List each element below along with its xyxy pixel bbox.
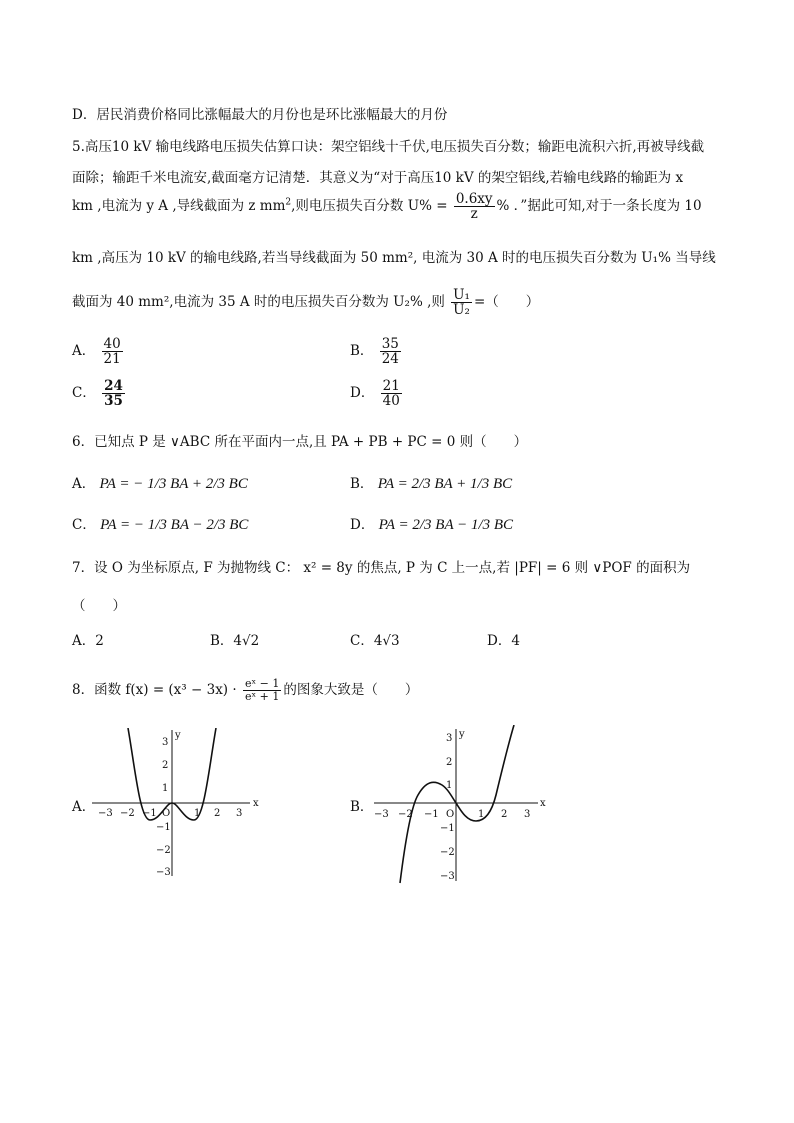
x-tick: 2 [214,808,221,819]
q5-option-b-label: B． [350,343,374,360]
q5-ratio-num: U₁ [453,287,470,303]
q5-line-4: km ,高压为 10 kV 的输电线路,若当导线截面为 50 mm², 电流为 30 A 时的电压损失百分数为 U₁% 当导线 [72,250,716,266]
origin-label: O [162,808,171,819]
q8-option-a-label[interactable]: A． [72,799,96,815]
q6-option-c-label: C． [72,517,96,533]
q6-option-b[interactable] [350,472,512,493]
y-tick: −1 [156,822,171,833]
x-axis-label: x [540,798,546,809]
q6-option-b-text: PA = 2/3 BA + 1/3 BC [377,476,513,492]
x-tick: 3 [236,808,243,819]
q6-option-b-label: B． [350,476,374,492]
q5-formula-den: z [470,206,478,223]
q5-option-c[interactable] [72,379,127,408]
x-tick: −3 [374,809,389,820]
q7-option-a[interactable]: A．2 [72,633,104,649]
q8-stem-pre: 8．函数 f(x) = (x³ − 3x) · [72,682,237,698]
y-axis-label: y [459,729,465,740]
q5-ratio-fraction [451,288,472,317]
q5-option-b-num: 35 [381,336,399,352]
x-tick: 1 [478,809,485,820]
q5-formula-num: 0.6xy [455,191,493,207]
curve-b [400,725,514,883]
q5-option-a-fraction [102,337,123,366]
q6-option-c[interactable] [72,513,248,534]
y-tick: 2 [162,760,169,771]
y-tick: −2 [156,845,171,856]
q8-fraction [243,678,281,702]
y-tick: −1 [440,823,455,834]
q8-option-b-label[interactable]: B． [350,799,374,815]
q6-option-d-label: D． [350,517,375,533]
q5-option-d-label: D． [350,385,375,402]
q5-line-3: km ,电流为 y A ,导线截面为 z $mm^2$,则电压损失百分数 U% = $\frac{0.6xy}{z}$ % ．”据此可知,对于一条长度为 10 [72,191,702,223]
q7-paren: （ ） [72,598,126,614]
x-axis-label: x [253,798,259,809]
q8-stem [72,678,418,703]
q4-option-d: D．居民消费价格同比涨幅最大的月份也是环比涨幅最大的月份 [72,107,448,123]
q5-option-c-label: C． [72,385,96,402]
y-tick: −3 [156,867,171,878]
q8-fraction-den: eˣ + 1 [244,690,280,703]
q5-line-5-tail: =（ ） [473,294,540,311]
x-tick: −1 [142,808,157,819]
y-tick: −2 [440,847,455,858]
x-tick: −2 [398,809,413,820]
q6-option-a-label: A． [72,476,96,492]
q5-option-c-num: 24 [104,378,123,394]
q5-formula-fraction [454,192,495,221]
q5-line-3-a: km ,电流为 y A ,导线截面为 z mm [72,198,286,215]
q5-option-d-num: 21 [382,378,400,394]
q7-stem: 7．设 O 为坐标原点, F 为抛物线 C： x² = 8y 的焦点, P 为 C 上一点,若 |PF| = 6 则 ∨POF 的面积为 [72,560,691,576]
q5-option-a-label: A． [72,343,96,360]
q6-option-d-text: PA = 2/3 BA − 1/3 BC [378,517,514,533]
q5-ratio-den: U₂ [453,302,470,319]
q5-line-3-b: ,则电压损失百分数 U% = [291,198,448,215]
x-tick: −1 [424,809,439,820]
q8-fraction-num: eˣ − 1 [244,677,280,691]
x-tick: 1 [194,808,201,819]
q7-option-b[interactable]: B．4√2 [210,633,260,649]
q5-option-b-den: 24 [381,351,399,368]
q6-option-c-text: PA = − 1/3 BA − 2/3 BC [100,517,249,533]
q8-graph-a[interactable] [90,728,260,878]
q5-option-d-fraction [381,379,402,408]
q5-option-c-den: 35 [104,393,123,410]
q5-option-a-den: 21 [103,351,121,368]
q5-line-2: 面除；输距千米电流安,截面毫方记清楚．其意义为“对于高压10 kV 的架空铝线,若输电线路的输距为 x [72,170,684,186]
q6-stem: 6．已知点 P 是 ∨ABC 所在平面内一点,且 PA + PB + PC = 0 则（ ） [72,434,528,450]
q6-option-d[interactable] [350,513,513,534]
y-axis-label: y [175,730,181,741]
q8-stem-post: 的图象大致是（ ） [283,682,419,698]
q5-option-c-fraction [102,379,125,408]
y-tick: −3 [440,871,455,882]
y-tick: 1 [162,783,169,794]
y-tick: 3 [446,733,453,744]
q5-line-3-c: % ．”据此可知,对于一条长度为 10 [496,198,702,215]
y-tick: 2 [446,757,453,768]
y-tick: 3 [162,737,169,748]
y-tick: 1 [446,780,453,791]
q5-line-5 [72,288,539,317]
q6-option-a[interactable] [72,472,248,493]
q7-option-d[interactable]: D．4 [487,633,520,649]
q5-line-1: 5.高压10 kV 输电线路电压损失估算口诀：架空铝线十千伏,电压损失百分数；输距电流积六折,再被导线截 [72,139,705,155]
q5-option-d-den: 40 [382,393,400,410]
q5-option-b[interactable] [350,337,403,366]
q5-option-b-fraction [380,337,401,366]
q5-option-a-num: 40 [103,336,121,352]
x-tick: −3 [98,808,113,819]
q6-option-a-text: PA = − 1/3 BA + 2/3 BC [99,476,248,492]
origin-label: O [446,809,455,820]
x-tick: 2 [501,809,508,820]
q7-option-c[interactable]: C．4√3 [350,633,400,649]
q5-option-a[interactable] [72,337,125,366]
q5-line-5-text: 截面为 40 mm²,电流为 35 A 时的电压损失百分数为 U₂% ,则 [72,294,445,311]
q8-graph-b[interactable] [370,725,550,885]
x-tick: −2 [120,808,135,819]
x-tick: 3 [524,809,531,820]
q5-option-d[interactable] [350,379,404,408]
